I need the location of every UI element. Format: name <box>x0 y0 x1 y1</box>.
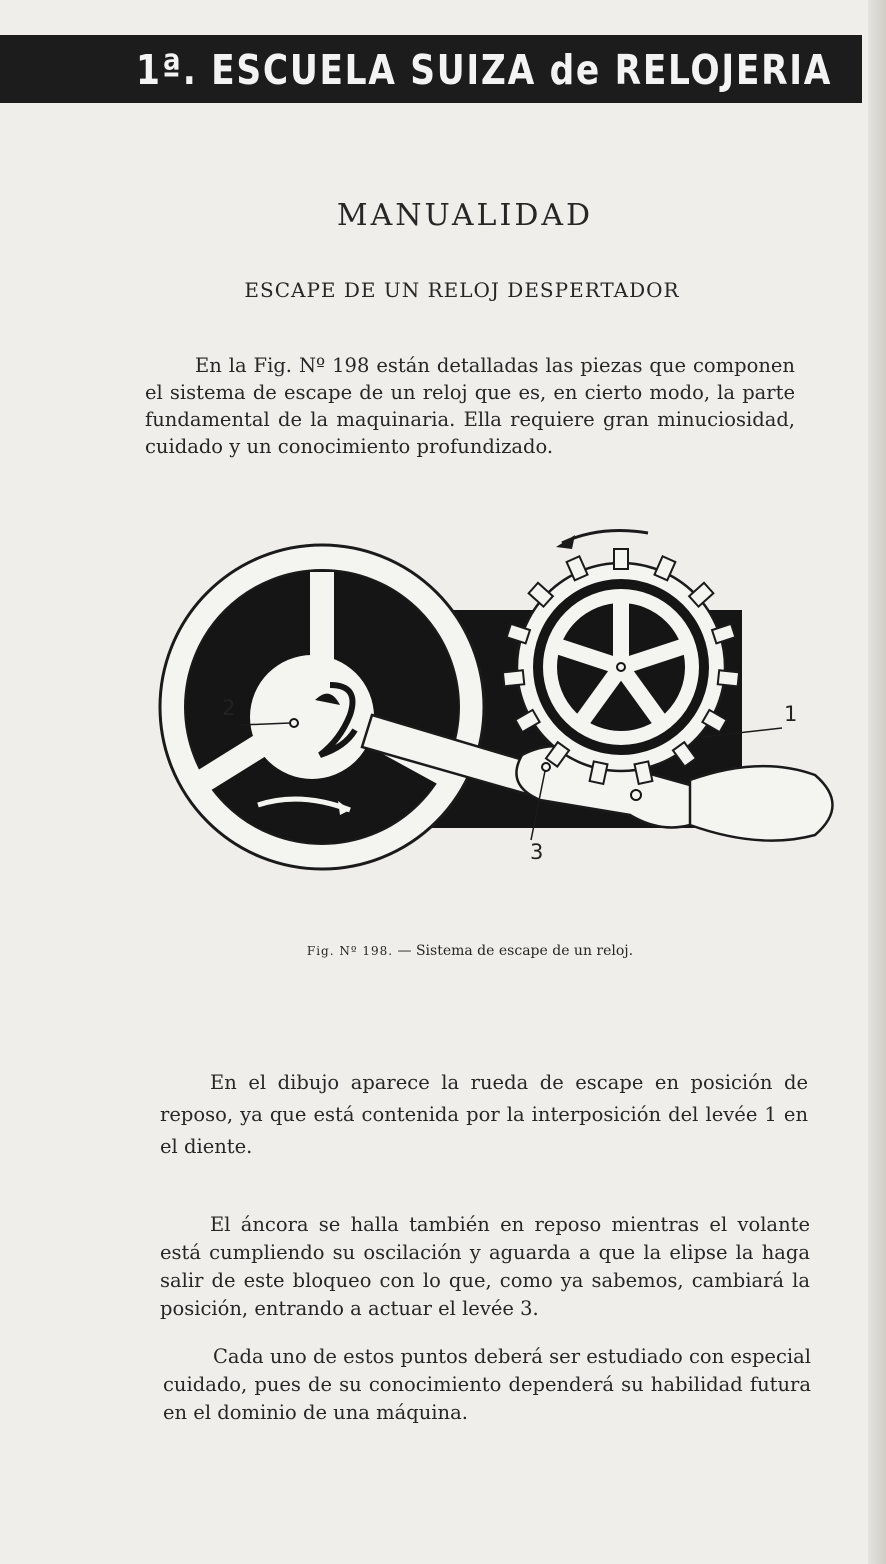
callout-label-3: 3 <box>530 840 544 864</box>
paragraph-anchor: El áncora se halla también en reposo mientras el volante está cumpliendo su oscilación y aguarda a que la elipse la haga salir de este bloqueo con lo que, como ya sabemos, cambiará la posición, entrando a actuar el levée 3. <box>160 1213 810 1320</box>
paragraph-escape-wheel: En el dibujo aparece la rueda de escape en posición de reposo, ya que está contenida por la interposición del levée 1 en el diente. <box>160 1071 808 1158</box>
figure-caption-number: Fig. Nº 198. <box>306 944 394 958</box>
callout-label-2: 2 <box>222 696 236 720</box>
figure-escapement <box>0 515 886 920</box>
escape-wheel-tooth <box>614 549 628 569</box>
figure-caption <box>0 943 886 959</box>
section-subtitle: ESCAPE DE UN RELOJ DESPERTADOR <box>244 278 680 302</box>
paragraph-study: Cada uno de estos puntos deberá ser estudiado con especial cuidado, pues de su conocimiento dependerá su habilidad futura en el dominio de una máquina. <box>163 1345 811 1424</box>
figure-caption-text: — Sistema de escape de un reloj. <box>393 943 634 959</box>
header-title: 1ª. ESCUELA SUIZA de RELOJERIA <box>136 46 833 94</box>
escapement-illustration <box>0 515 886 920</box>
escape-wheel-tooth <box>590 761 608 783</box>
section-title: MANUALIDAD <box>336 198 594 233</box>
paragraph-intro: En la Fig. Nº 198 están detalladas las piezas que componen el sistema de escape de un reloj que es, en cierto modo, la parte fundamental de la maquinaria. Ella requiere gran minuciosidad, cuidado y un conocimiento profundizado. <box>145 354 795 458</box>
balance-wheel <box>160 545 484 869</box>
rotation-arrow-icon <box>556 531 648 549</box>
escape-wheel-tooth <box>635 761 653 783</box>
callout-label-1: 1 <box>784 702 798 726</box>
escape-wheel-tooth <box>503 670 524 686</box>
escape-wheel-tooth <box>718 670 739 686</box>
